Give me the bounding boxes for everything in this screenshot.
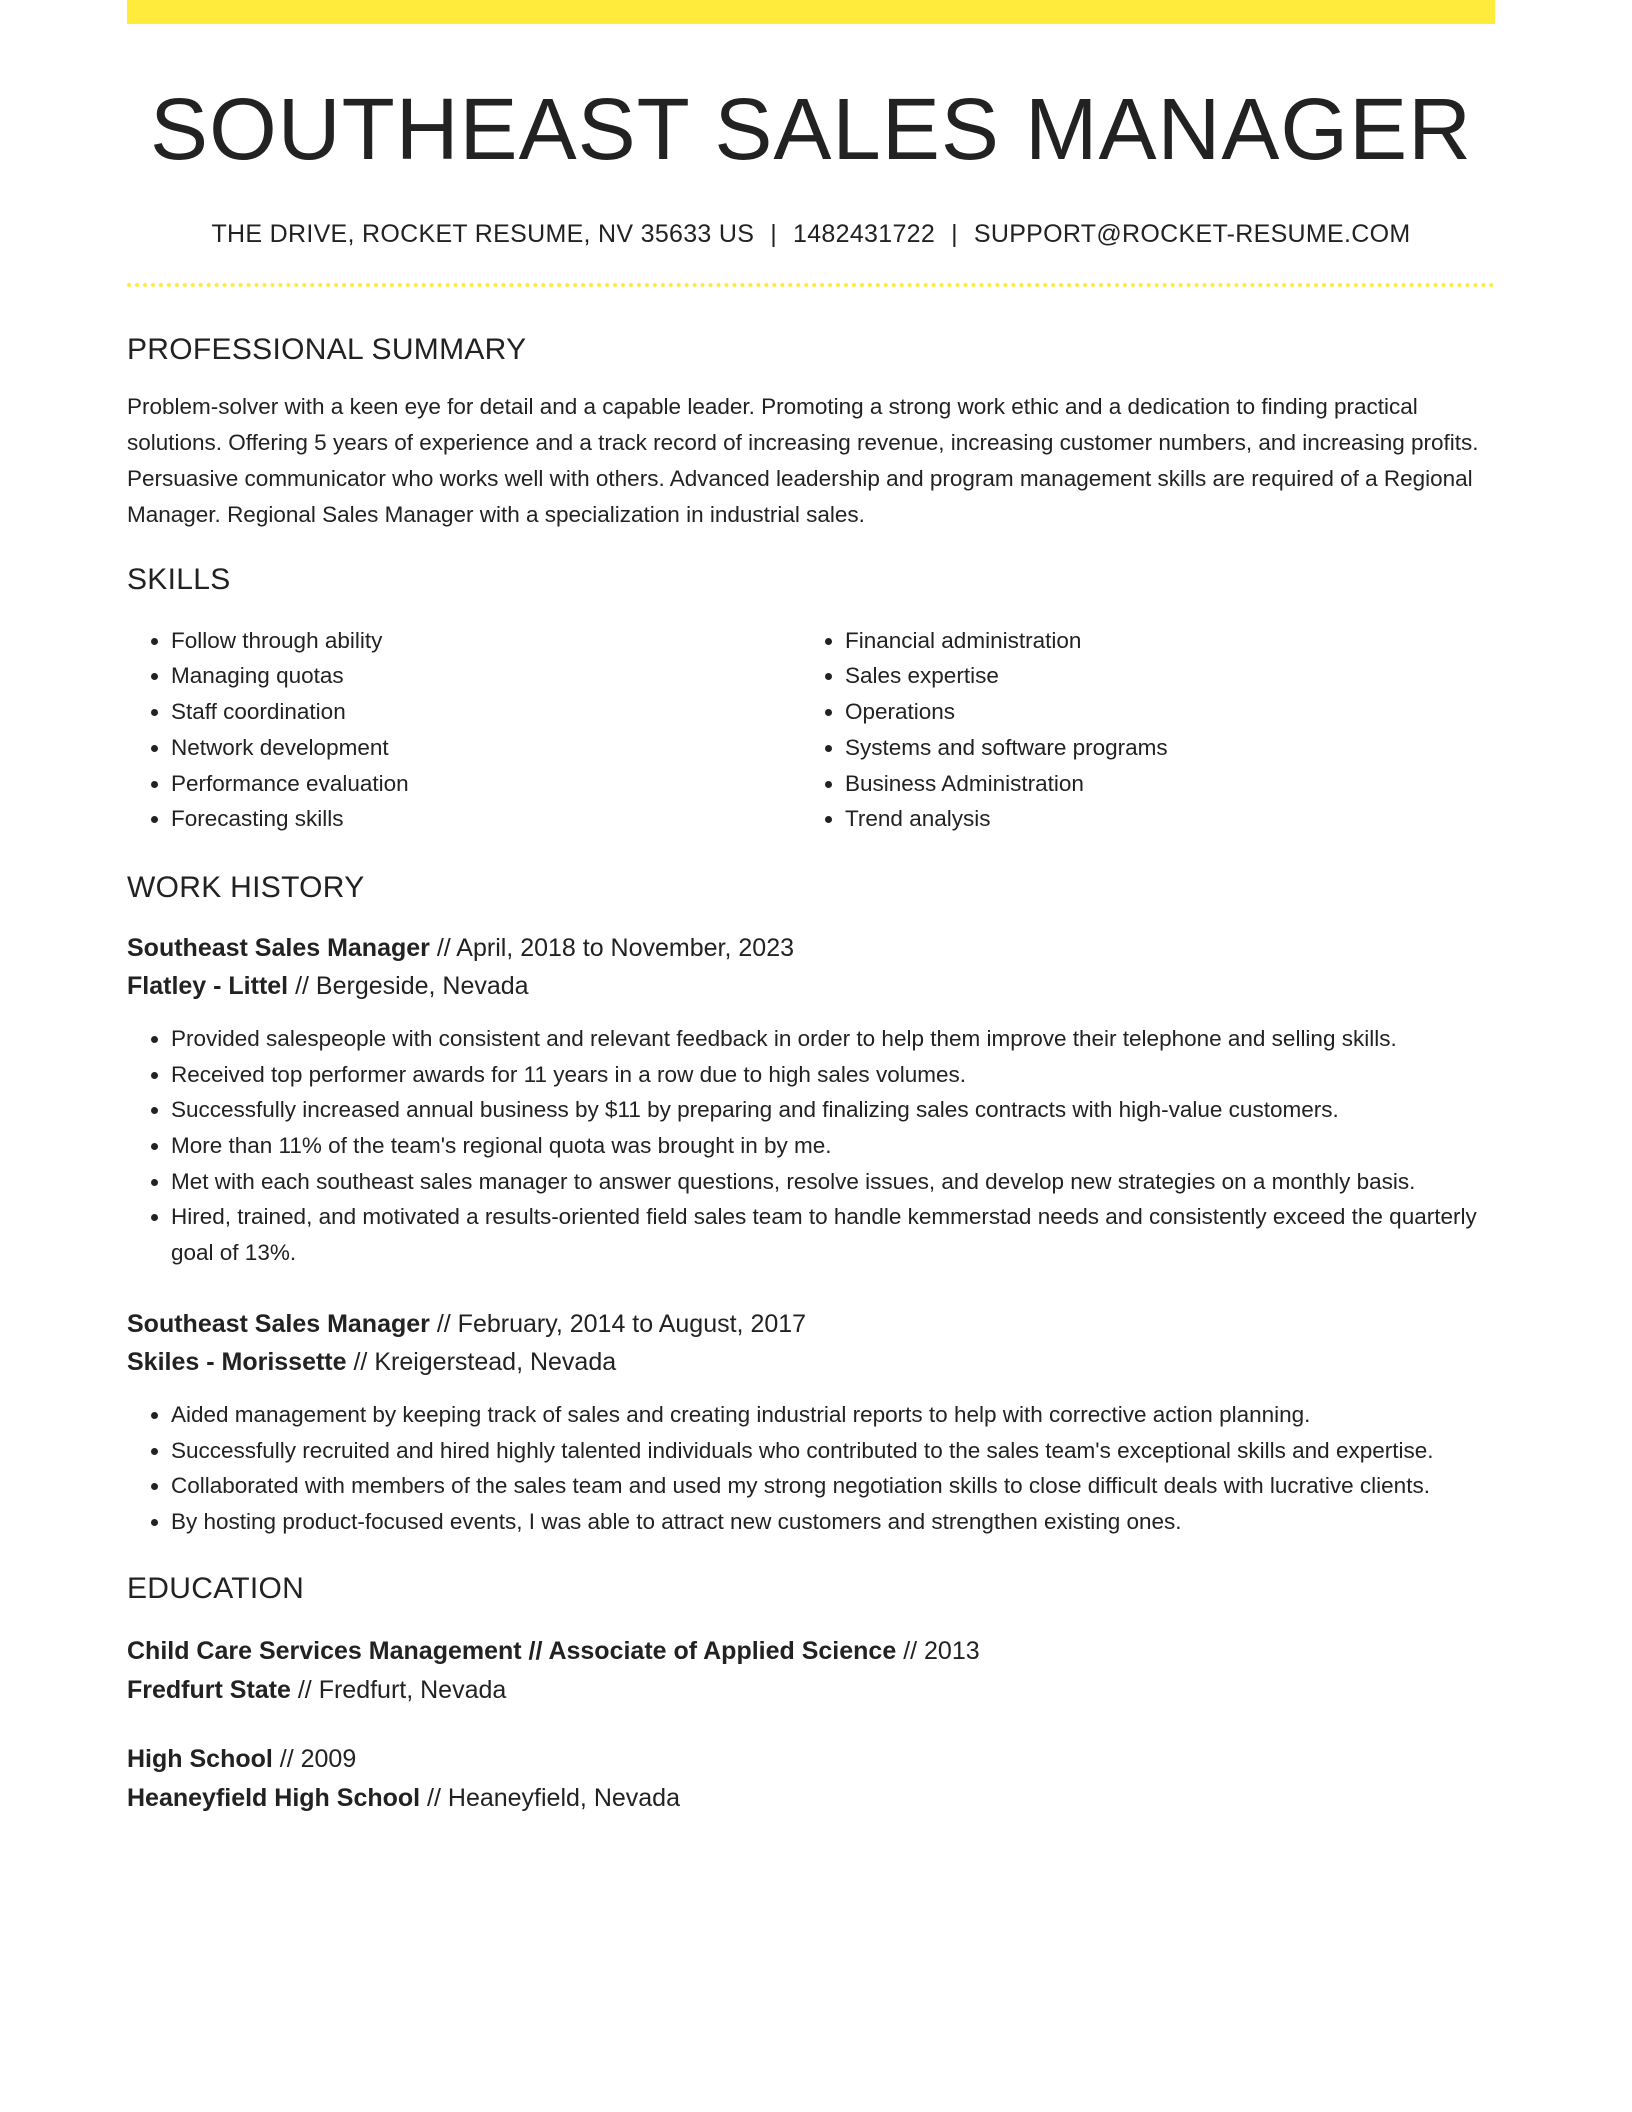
job-bullet: • Hired, trained, and motivated a results-oriented field sales team to handle kemmerstad needs and consistently exceed the quarterly goal of 13%. xyxy=(171,1199,1495,1270)
contact-line xyxy=(127,220,1495,249)
contact-phone: 1482431722 xyxy=(793,219,936,248)
job-bullets xyxy=(127,1021,1495,1271)
skill-item: • Financial administration xyxy=(845,623,1475,659)
job-bullet: • Successfully increased annual business by $11 by preparing and finalizing sales contracts with high-value customers. xyxy=(171,1092,1495,1128)
education-location: // Fredfurt, Nevada xyxy=(290,1675,507,1704)
education-entry xyxy=(127,1740,1495,1818)
education-degree: Child Care Services Management // Associate of Applied Science xyxy=(127,1636,897,1665)
education-school-line xyxy=(127,1779,1495,1818)
skill-item: • Operations xyxy=(845,694,1475,730)
job-bullet: • Provided salespeople with consistent and relevant feedback in order to help them improve their telephone and selling skills. xyxy=(171,1021,1495,1057)
job-company: Skiles - Morissette xyxy=(127,1347,347,1376)
job-bullet: • Received top performer awards for 11 years in a row due to high sales volumes. xyxy=(171,1057,1495,1093)
education-school-line xyxy=(127,1671,1495,1710)
skill-item: • Managing quotas xyxy=(171,658,801,694)
contact-separator: | xyxy=(770,219,778,248)
job-location: // Kreigerstead, Nevada xyxy=(346,1347,617,1376)
job-company-line xyxy=(127,967,1495,1005)
work-history-heading: WORK HISTORY xyxy=(127,870,365,904)
dotted-divider xyxy=(127,283,1495,287)
skills-heading: SKILLS xyxy=(127,562,231,596)
skills-column-right xyxy=(801,623,1475,837)
job-title-line xyxy=(127,929,1495,967)
contact-separator: | xyxy=(951,219,958,248)
skills-column-left xyxy=(127,623,801,837)
education-degree-line xyxy=(127,1632,1495,1671)
contact-email: SUPPORT@ROCKET-RESUME.COM xyxy=(973,219,1411,248)
education-school: Heaneyfield High School xyxy=(127,1783,421,1812)
job-bullet: • Aided management by keeping track of sales and creating industrial reports to help with corrective action planning. xyxy=(171,1397,1495,1433)
job-role: Southeast Sales Manager xyxy=(127,933,430,962)
resume-page xyxy=(127,0,1495,1818)
job-bullet: • Met with each southeast sales manager to answer questions, resolve issues, and develop new strategies on a monthly basis. xyxy=(171,1164,1495,1200)
education-year: // 2013 xyxy=(896,1636,980,1665)
resume-name: SOUTHEAST SALES MANAGER xyxy=(150,81,1472,178)
skill-item: • Forecasting skills xyxy=(171,801,801,837)
job-entry xyxy=(127,1305,1495,1540)
summary-heading: PROFESSIONAL SUMMARY xyxy=(127,332,527,366)
education-location: // Heaneyfield, Nevada xyxy=(420,1783,680,1812)
education-school: Fredfurt State xyxy=(127,1675,291,1704)
skill-item: • Business Administration xyxy=(845,766,1475,802)
education-entry xyxy=(127,1632,1495,1710)
job-bullet: • More than 11% of the team's regional quota was brought in by me. xyxy=(171,1128,1495,1164)
summary-text: Problem-solver with a keen eye for detail and a capable leader. Promoting a strong work ethic and a dedication to finding practical solutions. Offering 5 years of experience and a track record of increasing revenue, increasing customer numbers, and increasing profits. Persuasive communicator who works well with others. Advanced leadership and program management skills are required of a Regional Manager. Regional Sales Manager with a specialization in industrial sales. xyxy=(127,393,1479,527)
job-location: // Bergeside, Nevada xyxy=(288,971,529,1000)
skill-item: • Trend analysis xyxy=(845,801,1475,837)
education-heading: EDUCATION xyxy=(127,1571,305,1605)
job-company-line xyxy=(127,1343,1495,1381)
skill-item: • Follow through ability xyxy=(171,623,801,659)
job-company: Flatley - Littel xyxy=(127,971,289,1000)
education-year: // 2009 xyxy=(272,1744,357,1773)
job-bullet: • By hosting product-focused events, I was able to attract new customers and strengthen existing ones. xyxy=(171,1504,1495,1540)
education-degree: High School xyxy=(127,1744,273,1773)
skill-item: • Network development xyxy=(171,730,801,766)
job-dates: // February, 2014 to August, 2017 xyxy=(429,1309,807,1338)
job-dates: // April, 2018 to November, 2023 xyxy=(429,933,795,962)
skills-list xyxy=(127,623,1495,837)
job-entry xyxy=(127,929,1495,1271)
accent-top-bar xyxy=(127,0,1495,24)
job-bullets xyxy=(127,1397,1495,1540)
job-title-line xyxy=(127,1305,1495,1343)
job-bullet: • Successfully recruited and hired highly talented individuals who contributed to the sales team's exceptional skills and expertise. xyxy=(171,1433,1495,1469)
job-bullet: • Collaborated with members of the sales team and used my strong negotiation skills to close difficult deals with lucrative clients. xyxy=(171,1468,1495,1504)
job-role: Southeast Sales Manager xyxy=(127,1309,430,1338)
skill-item: • Performance evaluation xyxy=(171,766,801,802)
contact-address: THE DRIVE, ROCKET RESUME, NV 35633 US xyxy=(211,219,755,248)
education-degree-line xyxy=(127,1740,1495,1779)
skill-item: • Sales expertise xyxy=(845,658,1475,694)
skill-item: • Staff coordination xyxy=(171,694,801,730)
skill-item: • Systems and software programs xyxy=(845,730,1475,766)
